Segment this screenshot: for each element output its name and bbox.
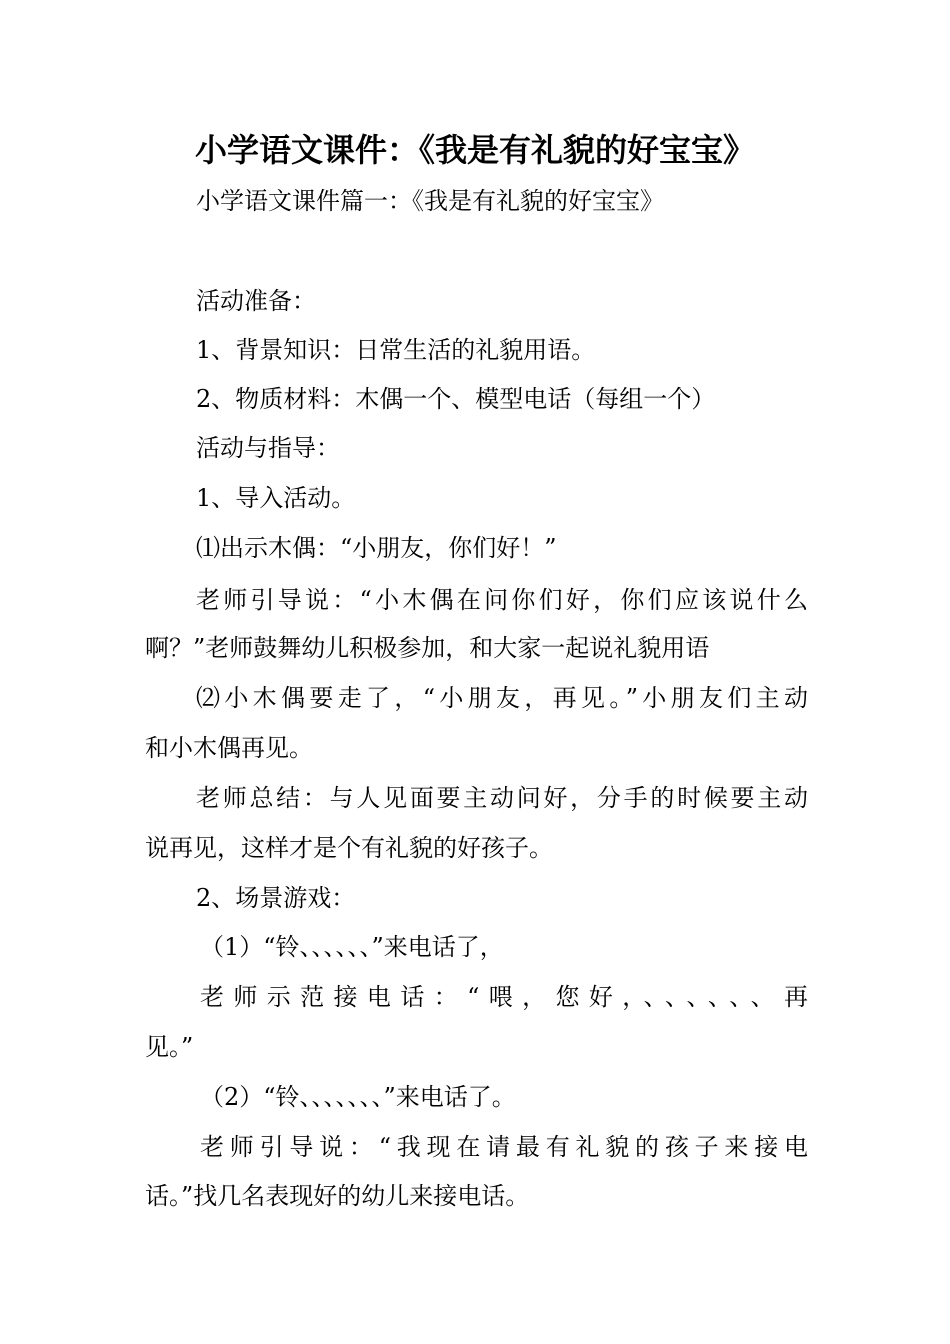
step-1-b-line-2: 和小木偶再见。 bbox=[145, 734, 313, 762]
prep-heading: 活动准备： bbox=[196, 287, 316, 315]
teacher-demo-line-2: 见。” bbox=[145, 1033, 194, 1061]
teacher-guide-1-line-1: 老师引导说：“小木偶在问你们好，你们应该说什么 bbox=[196, 586, 808, 614]
teacher-guide-1-line-2: 啊？”老师鼓舞幼儿积极参加，和大家一起说礼貌用语 bbox=[145, 634, 710, 662]
subtitle: 小学语文课件篇一：《我是有礼貌的好宝宝》 bbox=[196, 187, 664, 215]
teacher-summary-line-1: 老师总结：与人见面要主动问好，分手的时候要主动 bbox=[196, 784, 808, 812]
teacher-guide-2-line-1: 老师引导说：“我现在请最有礼貌的孩子来接电 bbox=[200, 1133, 808, 1161]
step-2-a: （1）“铃、、、、、、”来电话了， bbox=[200, 933, 504, 961]
step-1-heading: 1、导入活动。 bbox=[196, 484, 356, 512]
guide-heading: 活动与指导： bbox=[196, 434, 340, 462]
step-1-b-line-1: ⑵小木偶要走了，“小朋友，再见。”小朋友们主动 bbox=[196, 684, 808, 712]
prep-item-2: 2、物质材料：木偶一个、模型电话（每组一个） bbox=[196, 385, 716, 413]
step-2-heading: 2、场景游戏： bbox=[196, 884, 356, 912]
teacher-summary-line-2: 说再见，这样才是个有礼貌的好孩子。 bbox=[145, 834, 553, 862]
document-title: 小学语文课件：《我是有礼貌的好宝宝》 bbox=[194, 131, 755, 169]
teacher-demo-line-1: 老师示范接电话：“喂，您好，、、、、、、再 bbox=[200, 983, 808, 1011]
step-1-a: ⑴出示木偶：“小朋友，你们好！” bbox=[196, 534, 557, 562]
prep-item-1: 1、背景知识：日常生活的礼貌用语。 bbox=[196, 336, 596, 364]
step-2-b: （2）“铃、、、、、、、”来电话了。 bbox=[200, 1083, 516, 1111]
teacher-guide-2-line-2: 话。”找几名表现好的幼儿来接电话。 bbox=[145, 1182, 530, 1210]
